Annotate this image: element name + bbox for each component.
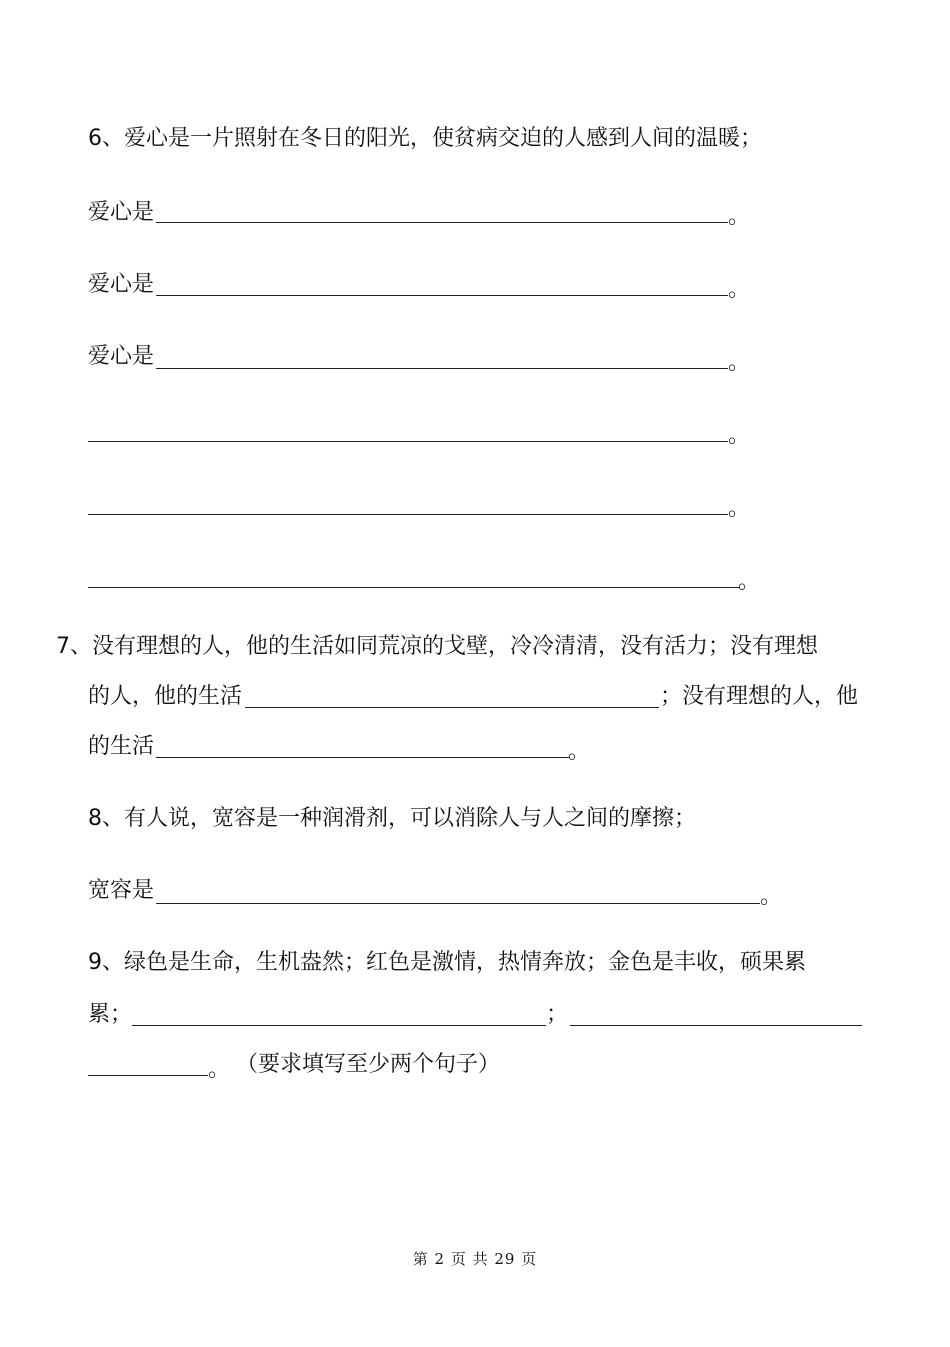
q7-line3-period: 。 bbox=[568, 739, 591, 764]
q7-line2-start: 的人，他的生活 bbox=[88, 684, 243, 709]
q6-line3-period: 。 bbox=[728, 350, 751, 375]
q9-semicolon: ； bbox=[546, 1002, 569, 1027]
q6-prompt: 6、爱心是一片照射在冬日的阳光，使贫病交迫的人感到人间的温暖； bbox=[88, 126, 762, 151]
q8-prompt: 8、有人说，宽容是一种润滑剂，可以消除人与人之间的摩擦； bbox=[88, 806, 696, 831]
q7-blank-2[interactable] bbox=[156, 757, 570, 758]
q7-line3-start: 的生活 bbox=[88, 734, 155, 759]
q8-line-prefix: 宽容是 bbox=[88, 878, 155, 903]
q6-line3-prefix: 爱心是 bbox=[88, 344, 155, 369]
q9-blank-2[interactable] bbox=[570, 1025, 862, 1026]
q7-line1: 7、没有理想的人，他的生活如同荒凉的戈壁，冷冷清清，没有活力；没有理想 bbox=[56, 634, 818, 659]
q6-line1-prefix: 爱心是 bbox=[88, 200, 155, 225]
q6-line5-period: 。 bbox=[728, 496, 751, 521]
q6-line2-prefix: 爱心是 bbox=[88, 272, 155, 297]
q9-blank-1[interactable] bbox=[132, 1025, 546, 1026]
q6-blank-6[interactable] bbox=[88, 587, 740, 588]
q6-line1-period: 。 bbox=[728, 204, 751, 229]
q6-blank-2[interactable] bbox=[156, 295, 728, 296]
q6-blank-4[interactable] bbox=[88, 441, 728, 442]
q7-blank-1[interactable] bbox=[245, 707, 659, 708]
page-number: 第 2 页 共 29 页 bbox=[412, 1250, 538, 1268]
q6-blank-1[interactable] bbox=[156, 222, 728, 223]
q9-blank-3[interactable] bbox=[88, 1075, 208, 1076]
q6-blank-3[interactable] bbox=[156, 368, 728, 369]
q9-line2-start: 累； bbox=[88, 1002, 133, 1027]
q7-line2-end: ；没有理想的人，他 bbox=[660, 684, 859, 709]
q6-blank-5[interactable] bbox=[88, 514, 728, 515]
q9-period: 。 bbox=[208, 1057, 231, 1082]
q8-blank[interactable] bbox=[156, 903, 760, 904]
q6-line2-period: 。 bbox=[728, 277, 751, 302]
q8-line-period: 。 bbox=[760, 884, 783, 909]
q9-line1: 9、绿色是生命，生机盎然；红色是激情，热情奔放；金色是丰收，硕果累 bbox=[88, 950, 806, 975]
q9-note: （要求填写至少两个句子） bbox=[236, 1052, 501, 1077]
q6-line4-period: 。 bbox=[728, 423, 751, 448]
q6-line6-period: 。 bbox=[738, 569, 761, 594]
